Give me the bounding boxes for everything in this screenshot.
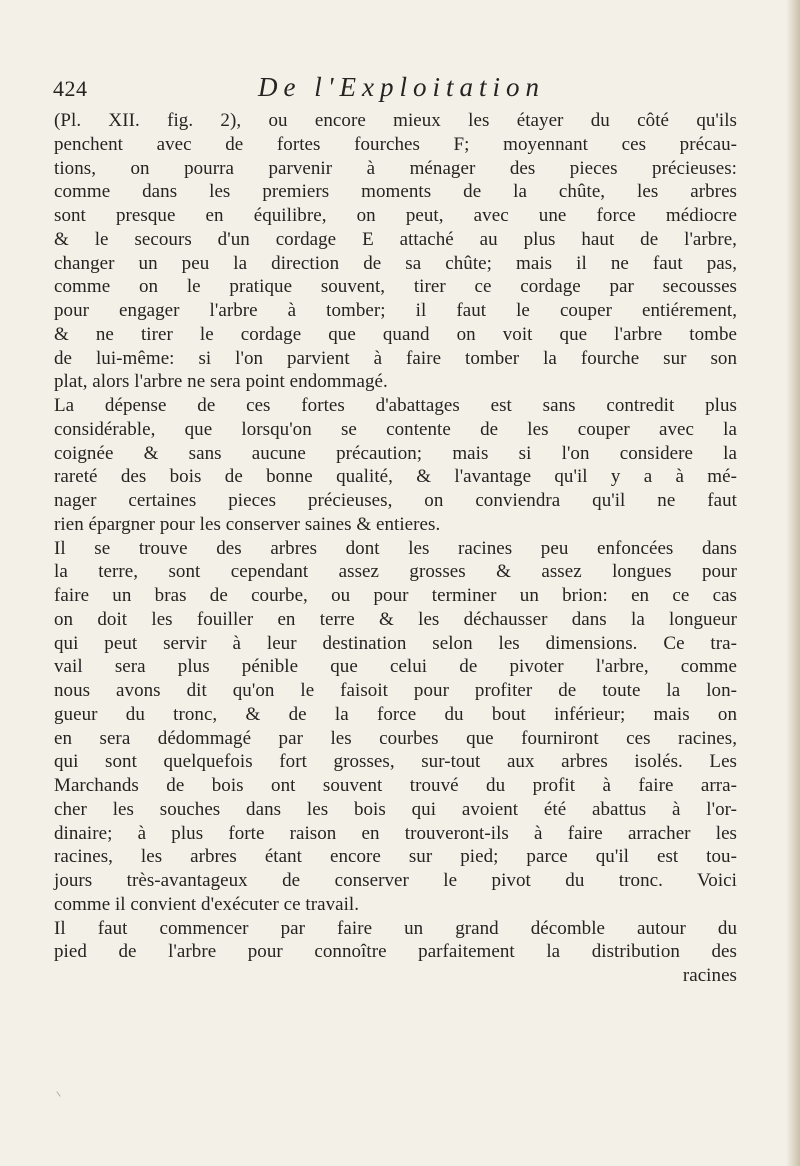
text-line: nager certaines pieces précieuses, on conviendra qu'il ne faut <box>54 490 737 511</box>
text-line: nous avons dit qu'on le faisoit pour profiter de toute la lon- <box>54 680 737 701</box>
text-line: penchent avec de fortes fourches F; moyennant ces précau- <box>54 133 737 155</box>
text-line: considérable, que lorsqu'on se contente de les couper avec la <box>54 418 737 440</box>
text-line: la terre, sont cependant assez grosses & assez longues pour <box>54 561 737 583</box>
text-line: sont presque en équilibre, on peut, avec une force médiocre <box>54 205 737 226</box>
text-line: coignée & sans aucune précaution; mais si l'on considere la <box>54 442 737 464</box>
text-line: & ne tirer le cordage que quand on voit que l'arbre tombe <box>54 323 737 345</box>
text-line: racines, les arbres étant encore sur pied; parce qu'il est tou- <box>54 846 737 868</box>
text-line: jours très-avantageux de conserver le pivot du tronc. Voici <box>54 870 737 891</box>
text-line: vail sera plus pénible que celui de pivoter l'arbre, comme <box>54 656 737 678</box>
text-line: tions, on pourra parvenir à ménager des pieces précieuses: <box>54 157 737 179</box>
text-line: gueur du tronc, & de la force du bout inférieur; mais on <box>54 703 737 725</box>
text-line: qui sont quelquefois fort grosses, sur-tout aux arbres isolés. Les <box>54 751 737 773</box>
text-line: pour engager l'arbre à tomber; il faut le couper entiérement, <box>54 300 737 321</box>
text-line: faire un bras de courbe, ou pour terminer un brion: en ce cas <box>54 585 737 606</box>
text-line: on doit les fouiller en terre & les déchausser dans la longueur <box>54 608 737 630</box>
stray-print-mark <box>56 1091 60 1096</box>
running-title: De l'Exploitation <box>258 72 545 102</box>
text-line: qui peut servir à leur destination selon les dimensions. Ce tra- <box>54 632 737 654</box>
text-line: Il faut commencer par faire un grand décomble autour du <box>54 917 737 939</box>
text-line: rien épargner pour les conserver saines & entieres. <box>54 513 441 535</box>
page-edge-shadow <box>786 0 800 1166</box>
text-line: de lui-même: si l'on parvient à faire tomber la fourche sur son <box>54 347 737 369</box>
text-line: Marchands de bois ont souvent trouvé du profit à faire arra- <box>54 775 737 796</box>
text-line: Il se trouve des arbres dont les racines peu enfoncées dans <box>54 537 737 559</box>
text-line: (Pl. XII. fig. 2), ou encore mieux les étayer du côté qu'ils <box>54 110 737 131</box>
text-line: dinaire; à plus forte raison en trouveront-ils à faire arracher les <box>54 822 737 844</box>
text-line: en sera dédommagé par les courbes que fourniront ces racines, <box>54 727 737 749</box>
text-line: comme on le pratique souvent, tirer ce cordage par secousses <box>54 276 737 298</box>
page-number: 424 <box>53 76 88 101</box>
body-text <box>54 109 737 988</box>
text-line: comme il convient d'exécuter ce travail. <box>54 893 360 915</box>
text-line: plat, alors l'arbre ne sera point endommagé. <box>54 371 388 393</box>
text-line: cher les souches dans les bois qui avoient été abattus à l'or- <box>54 798 737 820</box>
text-line: & le secours d'un cordage E attaché au plus haut de l'arbre, <box>54 228 737 250</box>
text-line: changer un peu la direction de sa chûte; mais il ne faut pas, <box>54 252 737 274</box>
running-head <box>53 68 693 108</box>
text-line: rareté des bois de bonne qualité, & l'avantage qu'il y a à mé- <box>54 466 737 488</box>
text-line: comme dans les premiers moments de la chûte, les arbres <box>54 181 737 203</box>
text-line: pied de l'arbre pour connoître parfaitement la distribution des <box>54 941 737 963</box>
text-line: La dépense de ces fortes d'abattages est sans contredit plus <box>54 395 737 416</box>
catchword: racines <box>682 965 737 986</box>
